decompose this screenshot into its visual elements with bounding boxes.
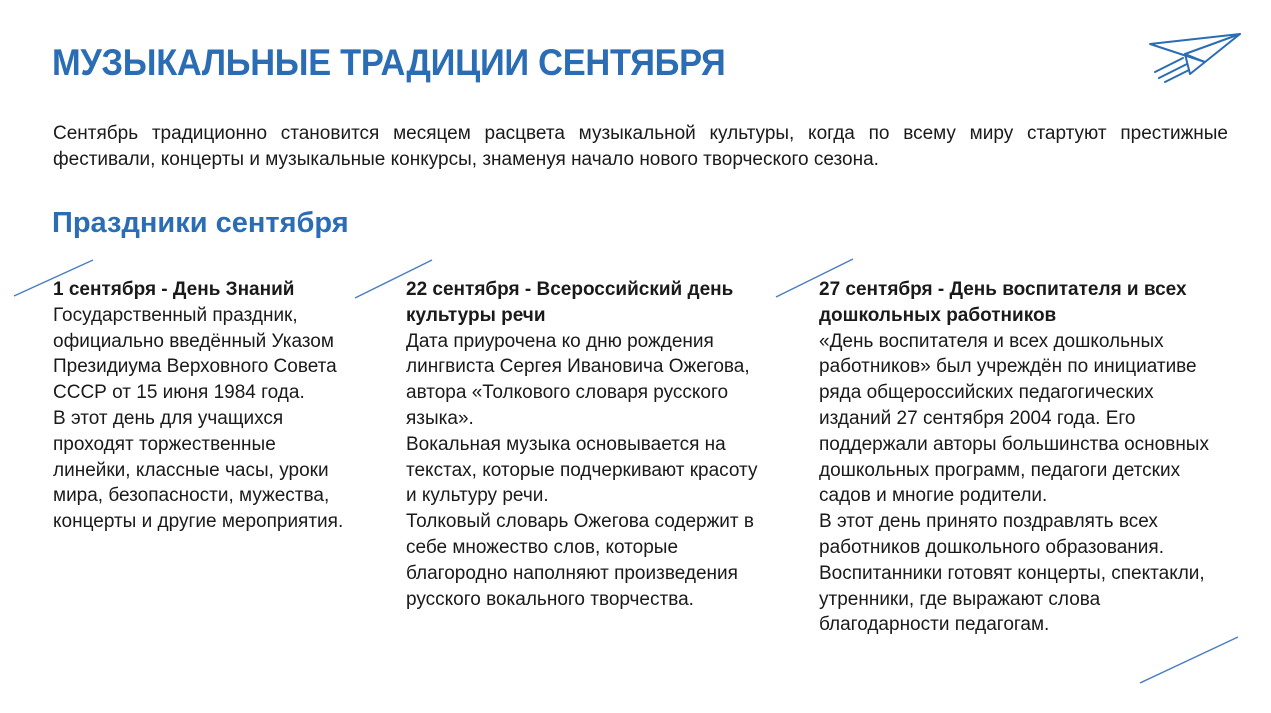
intro-paragraph: Сентябрь традиционно становится месяцем расцвета музыкальной культуры, когда по всему миру стартуют престижные фестивали, концерты и музыкальные конкурсы, знаменуя начало нового творческого сезона. <box>53 123 1228 170</box>
holiday-title: 1 сентября - День Знаний <box>53 279 295 300</box>
holiday-card-educator-day <box>819 277 1219 638</box>
decor-line-4 <box>1140 637 1238 683</box>
paper-plane-icon <box>1145 24 1245 84</box>
holiday-card-knowledge-day <box>53 277 353 535</box>
holiday-description: «День воспитателя и всех дошкольных работников» был учреждён по инициативе ряда общероссийских педагогических изданий 27 сентября 2004 года. Его поддержали авторы большинства основных дошкольных программ, педагоги детских садов и многие родители. В этот день принято поздравлять всех работников дошкольного образования. Воспитанники готовят концерты, спектакли, утренники, где выражают слова благодарности педагогам. <box>819 330 1209 636</box>
holiday-card-speech-culture-day <box>406 277 766 612</box>
holiday-title: 22 сентября - Всероссийский день культуры речи <box>406 279 734 326</box>
section-title: Праздники сентября <box>52 207 349 239</box>
holiday-title: 27 сентября - День воспитателя и всех дошкольных работников <box>819 279 1187 326</box>
page-title: МУЗЫКАЛЬНЫЕ ТРАДИЦИИ СЕНТЯБРЯ <box>52 42 726 83</box>
holiday-description: Государственный праздник, официально введённый Указом Президиума Верховного Совета СССР от 15 июня 1984 года. В этот день для учащихся проходят торжественные линейки, классные часы, уроки мира, безопасности, мужества, концерты и другие мероприятия. <box>53 304 344 533</box>
holiday-description: Дата приурочена ко дню рождения лингвиста Сергея Ивановича Ожегова, автора «Толкового словаря русского языка». Вокальная музыка основывается на текстах, которые подчеркивают красоту и культуру речи. Толковый словарь Ожегова содержит в себе множество слов, которые благородно наполняют произведения русского вокального творчества. <box>406 330 758 610</box>
